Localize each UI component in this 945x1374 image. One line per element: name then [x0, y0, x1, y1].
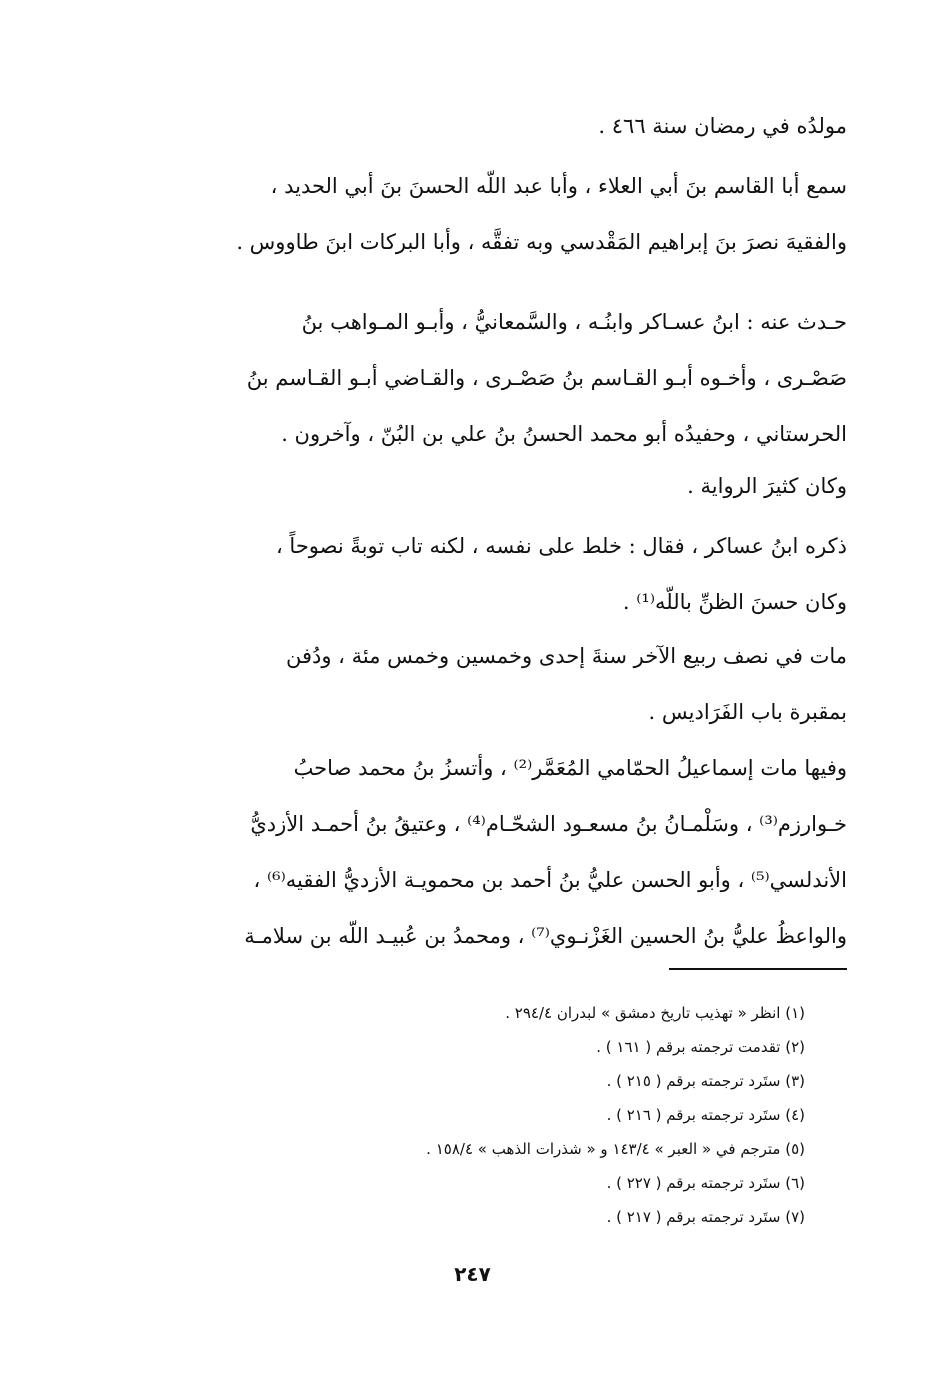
paragraph-birth — [182, 98, 847, 154]
footnote-item: (٦) ستَرد ترجمته برقم ( ٢٢٧ ) . — [606, 1174, 805, 1192]
text-line: وكان كثيرَ الرواية . — [687, 474, 847, 498]
text-line: بمقبرة باب الفَرَاديس . — [648, 700, 847, 724]
footnote-item: (٤) ستَرد ترجمته برقم ( ٢١٦ ) . — [606, 1106, 805, 1124]
page-number: ٢٤٧ — [454, 1262, 491, 1286]
text-line: صَصْـرى ، وأخـوه أبـو القـاسم بنُ صَصْـرى ، والقـاضي أبـو القـاسم بنُ — [246, 366, 847, 390]
footnote-separator — [669, 968, 847, 970]
paragraph-deaths-of-year — [182, 740, 847, 964]
text-line: خـوارزم⁽³⁾ ، وسَلْمـانُ بنُ مسعـود الشحّـام⁽⁴⁾ ، وعتيقُ بنُ أحمـد الأزديُّ — [250, 812, 847, 836]
text-line: وكان حسنَ الظنِّ باللّه⁽¹⁾ . — [622, 590, 847, 614]
paragraph-death — [182, 628, 847, 740]
footnote-item: (٢) تقدمت ترجمته برقم ( ١٦١ ) . — [596, 1038, 805, 1056]
paragraph-narrators — [182, 294, 847, 462]
paragraph-teachers — [182, 158, 847, 270]
footnote-item: (١) انظر « تهذيب تاريخ دمشق » لبدران ٢٩٤/٤ . — [505, 1004, 805, 1022]
text-line: مات في نصف ربيع الآخر سنةَ إحدى وخمسين وخمس مئة ، ودُفن — [285, 644, 847, 668]
text-line: والفقيهَ نصرَ بنَ إبراهيم المَقْدسي وبه تفقَّه ، وأبا البركات ابنَ طاووس . — [236, 230, 847, 254]
text-line: والواعظُ عليُّ بنُ الحسين الغَزْنـوي⁽⁷⁾ ، ومحمدُ بن عُبيـد اللّه بن سلامـة — [244, 924, 847, 948]
text-line: مولدُه في رمضان سنة ٤٦٦ . — [598, 114, 847, 138]
paragraph-ibn-asakir — [182, 518, 847, 630]
text-line: سمع أبا القاسم بنَ أبي العلاء ، وأبا عبد اللّه الحسنَ بنَ أبي الحديد ، — [270, 174, 847, 198]
footnote-item: (٣) ستَرد ترجمته برقم ( ٢١٥ ) . — [606, 1072, 805, 1090]
paragraph-narration — [182, 458, 847, 514]
text-line: حـدث عنه : ابنُ عسـاكر وابنُـه ، والسَّمعانيُّ ، وأبـو المـواهب بنُ — [301, 310, 847, 334]
text-line: ذكره ابنُ عساكر ، فقال : خلط على نفسه ، لكنه تاب توبةً نصوحاً ، — [275, 534, 847, 558]
text-line: الأندلسي⁽⁵⁾ ، وأبو الحسن عليُّ بنُ أحمد بن محمويـة الأزديُّ الفقيه⁽⁶⁾ ، — [253, 868, 847, 892]
text-line: الحرستاني ، وحفيدُه أبو محمد الحسنُ بنُ علي بن البُنّ ، وآخرون . — [281, 422, 847, 446]
footnotes — [105, 996, 805, 1234]
text-line: وفيها مات إسماعيلُ الحمّامي المُعَمَّر⁽²⁾ ، وأتسزُ بنُ محمد صاحبُ — [293, 756, 847, 780]
footnote-item: (٧) ستَرد ترجمته برقم ( ٢١٧ ) . — [606, 1208, 805, 1226]
footnote-item: (٥) مترجم في « العبر » ١٤٣/٤ و « شذرات الذهب » ١٥٨/٤ . — [426, 1140, 805, 1158]
